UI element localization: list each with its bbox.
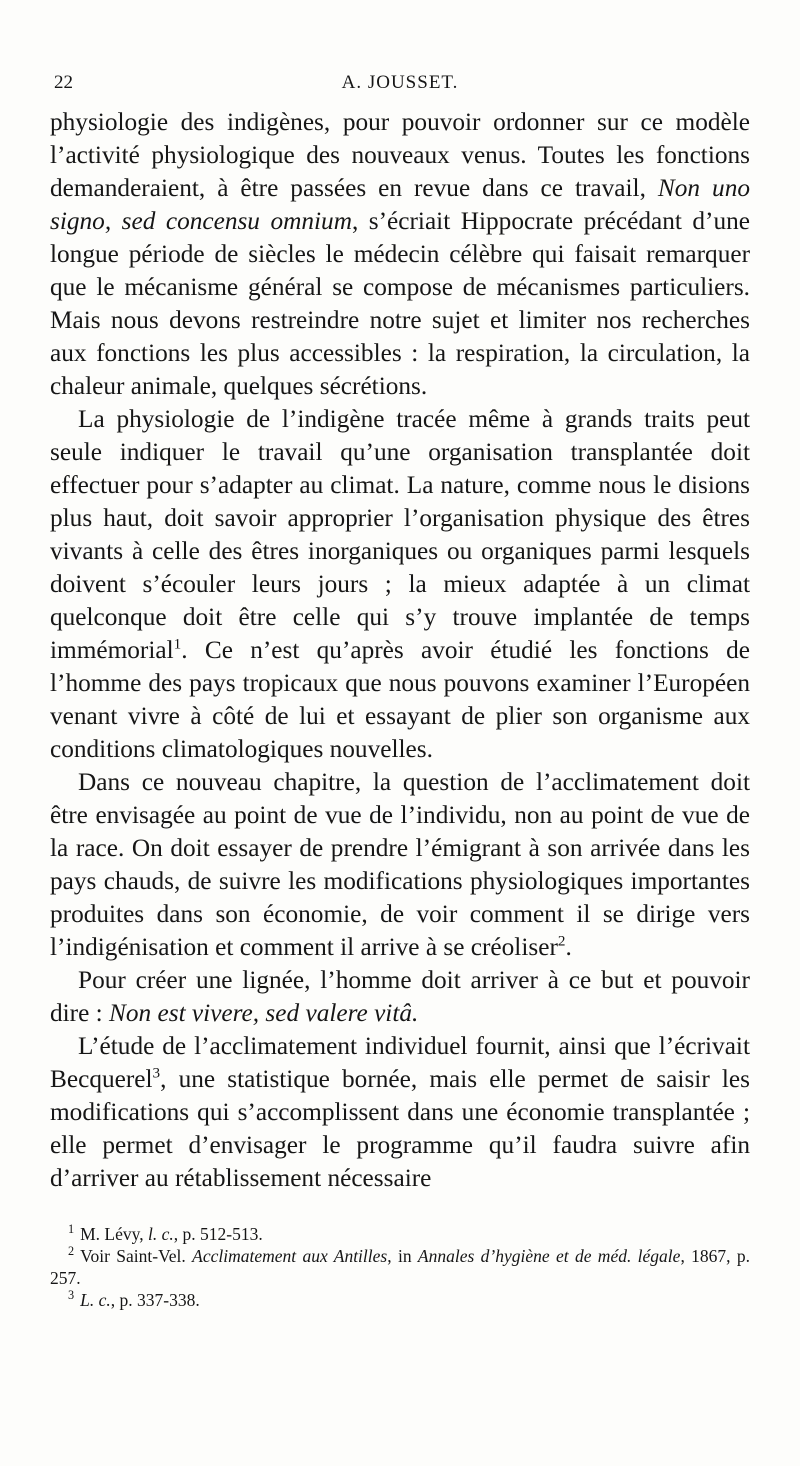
text-run: . (565, 933, 572, 961)
footnote-number: 3 (68, 1288, 75, 1303)
page-number: 22 (54, 72, 73, 93)
running-head: A. JOUSSET. (341, 72, 459, 93)
footnote (50, 1223, 750, 1245)
footnotes (50, 1223, 750, 1311)
paragraph (50, 106, 750, 403)
italic-text: L. c. (80, 1290, 111, 1310)
body-text (50, 106, 750, 1195)
text-run: L’étude de l’acclimatement individuel fournit, ainsi que l’écrivait Becquerel (50, 1032, 750, 1093)
text-run: , in (387, 1246, 418, 1266)
paragraph (50, 1030, 750, 1195)
footnote-number: 2 (68, 1244, 75, 1259)
italic-text: Non uno signo, sed concensu omnium (50, 174, 750, 235)
text-run: Pour créer une lignée, l’homme doit arriver à ce but et pouvoir dire : (50, 966, 750, 1027)
italic-text: l. c. (148, 1224, 174, 1244)
text-run: , p. 337-338. (110, 1290, 200, 1310)
footnote-ref: 1 (173, 635, 182, 653)
footnote-number: 1 (68, 1222, 75, 1237)
text-run: , s’écriait Hippocrate précédant d’une longue période de siècles le médecin célèbre qui faisait remarquer que le mécanisme général se compose de mécanismes particuliers. Mais nous devons restreindre notre sujet et limiter nos recherches aux fonctions les plus accessibles : la respiration, la circulation, la chaleur animale, quelques sécrétions. (50, 207, 750, 400)
italic-text: Annales d’hygiène et de méd. légale (417, 1246, 681, 1266)
footnote-ref: 2 (557, 932, 566, 950)
footnote (50, 1289, 750, 1311)
page-header (50, 72, 750, 106)
paragraph (50, 766, 750, 964)
footnote-ref: 3 (152, 1064, 161, 1082)
italic-text: Acclimatement aux Antilles (192, 1246, 388, 1266)
paragraph (50, 964, 750, 1030)
text-run: , 1867, p. 257. (50, 1246, 751, 1288)
text-run: , p. 512-513. (173, 1224, 263, 1244)
text-run: Dans ce nouveau chapitre, la question de l’acclimatement doit être envisagée au point de vue de l’individu, non au point de vue de la race. On doit essayer de prendre l’émigrant à son arrivée dans les pays chauds, de suivre les modifications physiologiques importantes produites dans son économie, de voir comment il se dirige vers l’indigénisation et comment il arrive à se créoliser (50, 768, 750, 961)
text-run: Voir Saint-Vel. (80, 1246, 193, 1266)
paragraph (50, 403, 750, 766)
text-run: , une statistique bornée, mais elle permet de saisir les modifications qui s’accomplissent dans une économie transplantée ; elle permet d’envisager le programme qu’il faudra suivre afin d’arriver au rétablissement nécessaire (50, 1065, 750, 1192)
text-run: M. Lévy, (80, 1224, 149, 1244)
text-run: La physiologie de l’indigène tracée même à grands traits peut seule indiquer le travail qu’une organisation transplantée doit effectuer pour s’adapter au climat. La nature, comme nous le disions plus haut, doit savoir approprier l’organisation physique des êtres vivants à celle des êtres inorganiques ou organiques parmi lesquels doivent s’écouler leurs jours ; la mieux adaptée à un climat quelconque doit être celle qui s’y trouve implantée de temps immémorial (50, 405, 750, 664)
italic-text: Non est vivere, sed valere vitâ. (109, 999, 419, 1027)
text-run: . Ce n’est qu’après avoir étudié les fonctions de l’homme des pays tropicaux que nous pouvons examiner l’Européen venant vivre à côté de lui et essayant de plier son organisme aux conditions climatologiques nouvelles. (50, 636, 750, 763)
text-run: physiologie des indigènes, pour pouvoir ordonner sur ce modèle l’activité physiologique des nouveaux venus. Toutes les fonctions demanderaient, à être passées en revue dans ce travail, (50, 108, 750, 202)
footnote (50, 1245, 750, 1289)
